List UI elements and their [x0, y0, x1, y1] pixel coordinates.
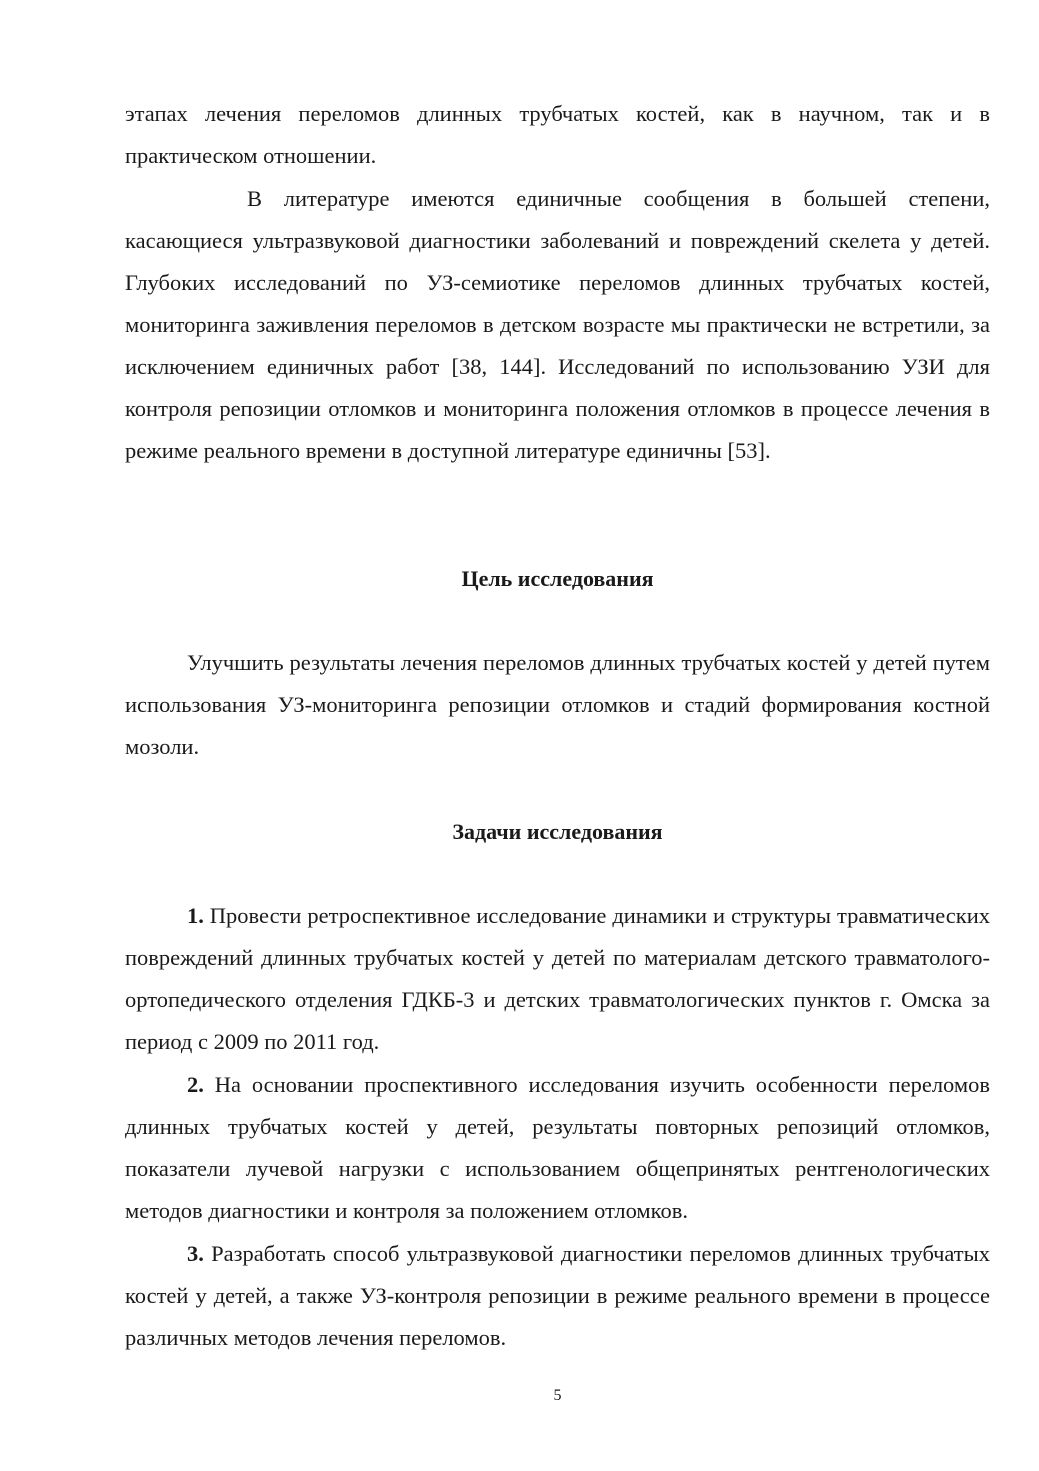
task-text: На основании проспективного исследования изучить особенности переломов длинных трубчатых костей у детей, результаты повторных репозиций отломков, показатели лучевой нагрузки с использованием общепринятых рентгенологических методов диагностики и контроля за положением отломков.: [125, 1072, 990, 1223]
task-number: 1.: [187, 903, 204, 928]
task-item: [125, 1233, 990, 1359]
task-number: 2.: [187, 1072, 204, 1097]
task-number: 3.: [187, 1241, 204, 1266]
page-number: 5: [553, 1387, 562, 1404]
task-item: [125, 1064, 990, 1232]
literature-paragraph: В литературе имеются единичные сообщения в большей степени, касающиеся ультразвуковой диагностики заболеваний и повреждений скелета у детей. Глубоких исследований по УЗ-семиотике переломов длинных трубчатых костей, мониторинга заживления переломов в детском возрасте мы практически не встретили, за исключением единичных работ [38, 144]. Исследований по использованию УЗИ для контроля репозиции отломков и мониторинга положения отломков в процессе лечения в режиме реального времени в доступной литературе единичны [53].: [125, 186, 990, 463]
task-item: [125, 895, 990, 1063]
task-text: Разработать способ ультразвуковой диагностики переломов длинных трубчатых костей у детей, а также УЗ-контроля репозиции в режиме реального времени в процессе различных методов лечения переломов.: [125, 1241, 990, 1350]
goal-paragraph: Улучшить результаты лечения переломов длинных трубчатых костей у детей путем использования УЗ-мониторинга репозиции отломков и стадий формирования костной мозоли.: [125, 650, 990, 759]
goal-heading: Цель исследования: [461, 566, 654, 591]
tasks-heading: Задачи исследования: [452, 819, 663, 844]
task-text: Провести ретроспективное исследование динамики и структуры травматических повреждений длинных трубчатых костей у детей по материалам детского травматолого-ортопедического отделения ГДКБ-3 и детских травматологических пунктов г. Омска за период с 2009 по 2011 год.: [125, 903, 990, 1054]
intro-paragraph: этапах лечения переломов длинных трубчатых костей, как в научном, так и в практическом отношении.: [125, 101, 990, 168]
